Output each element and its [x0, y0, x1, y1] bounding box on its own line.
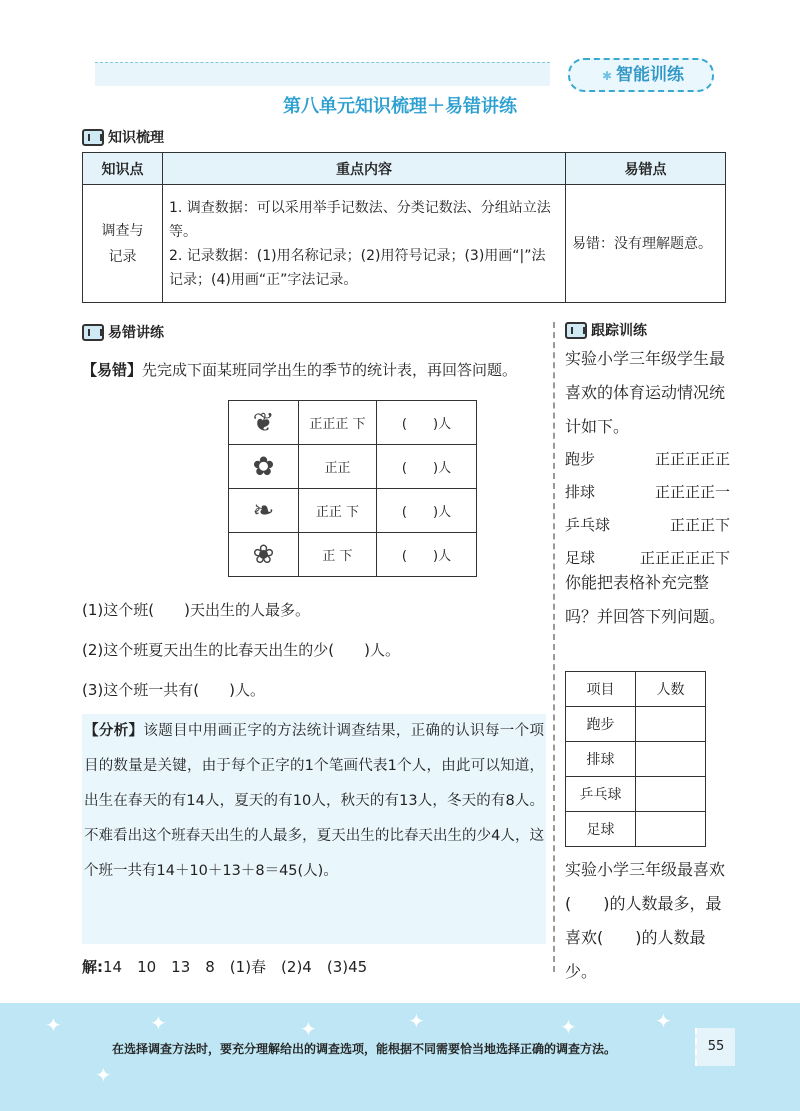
footer-band [0, 1003, 800, 1111]
sport-name: 足球 [565, 549, 596, 567]
star-icon: ✦ [45, 1013, 62, 1037]
star-icon: ✦ [408, 1009, 425, 1033]
analysis-label: 【分析】 [84, 723, 144, 739]
errors-heading-label: 易错讲练 [108, 325, 164, 341]
book-icon [82, 129, 104, 146]
answer-blank[interactable]: ( )人 [377, 533, 477, 577]
tally-cell: 正正 [299, 445, 377, 489]
tally-cell: 正正正 下 [299, 401, 377, 445]
knowledge-table [82, 152, 726, 303]
season-row [229, 533, 477, 577]
question-1: (1)这个班( )天出生的人最多。 [82, 601, 310, 619]
answer-blank[interactable]: ( )人 [377, 401, 477, 445]
sport-tally: 正正正正正 [654, 450, 730, 468]
question-2: (2)这个班夏天出生的比春天出生的少( )人。 [82, 641, 400, 659]
sport-row-label: 跑步 [566, 707, 636, 742]
season-row [229, 489, 477, 533]
column-divider [553, 322, 555, 972]
header-stripe [95, 62, 550, 86]
col-header-content: 重点内容 [163, 153, 566, 185]
error-label: 【易错】 [82, 361, 143, 379]
followup-heading-label: 跟踪训练 [591, 323, 647, 339]
lotus-icon: ✿ [229, 445, 299, 489]
sport-tally: 正正正正正下 [639, 549, 730, 567]
star-icon: ✦ [560, 1015, 577, 1039]
star-icon: ✦ [95, 1063, 112, 1087]
col-header-point: 知识点 [83, 153, 163, 185]
question-3: (3)这个班一共有( )人。 [82, 681, 265, 699]
sport-col-item: 项目 [566, 672, 636, 707]
star-icon: ✦ [655, 1009, 672, 1033]
knowledge-heading-label: 知识梳理 [108, 130, 164, 146]
spring-plant-icon: ❦ [229, 401, 299, 445]
section-tag [568, 58, 714, 92]
followup-prompt: 你能把表格补充完整吗？并回答下列问题。 [565, 573, 726, 626]
error-question-text: 先完成下面某班同学出生的季节的统计表，再回答问题。 [142, 361, 518, 379]
sport-tally: 正正正下 [669, 516, 730, 534]
tally-row [565, 547, 730, 568]
tally-cell: 正 下 [299, 533, 377, 577]
sport-row-label: 乒乓球 [566, 777, 636, 812]
star-icon: ✦ [150, 1011, 167, 1035]
plum-blossom-icon: ❀ [229, 533, 299, 577]
maple-leaf-icon: ❧ [229, 489, 299, 533]
sport-name: 乒乓球 [565, 516, 611, 534]
point-text: 调查与记录 [101, 222, 144, 265]
knowledge-heading [82, 127, 164, 147]
count-blank[interactable] [636, 707, 706, 742]
col-header-mistake: 易错点 [566, 153, 726, 185]
cell-content [163, 185, 566, 303]
camera-icon [565, 322, 587, 339]
followup-heading [565, 320, 647, 340]
sport-col-count: 人数 [636, 672, 706, 707]
content-line-2: 2. 记录数据：(1)用名称记录；(2)用符号记录；(3)用画“|”法记录；(4)用画“正”字法记录。 [169, 247, 546, 288]
cell-point [83, 185, 163, 303]
season-table [228, 400, 477, 577]
analysis-paragraph [82, 714, 546, 889]
followup-intro: 实验小学三年级学生最喜欢的体育运动情况统计如下。 [565, 349, 726, 436]
tally-row [565, 481, 730, 502]
tally-row [565, 514, 730, 535]
table-row [566, 777, 706, 812]
followup-closing: 实验小学三年级最喜欢( )的人数最多，最喜欢( )的人数最少。 [565, 860, 726, 981]
count-blank[interactable] [636, 777, 706, 812]
sport-table [565, 671, 706, 847]
count-blank[interactable] [636, 812, 706, 847]
analysis-text: 该题目中用画正字的方法统计调查结果，正确的认识每一个项目的数量是关键，由于每个正字的1个笔画代表1个人，由此可以知道，出生在春天的有14人，夏天的有10人，秋天的有13人，冬天的有8人。不难看出这个班春天出生的人最多，夏天出生的比春天出生的少4人，这个班一共有14＋10＋13＋8＝45(人)。 [84, 723, 545, 879]
answer-text: 14 10 13 8 (1)春 (2)4 (3)45 [103, 958, 368, 976]
sport-name: 跑步 [565, 450, 596, 468]
season-row [229, 401, 477, 445]
table-row [566, 812, 706, 847]
cell-mistake: 易错：没有理解题意。 [566, 185, 726, 303]
answer-blank[interactable]: ( )人 [377, 489, 477, 533]
page-title: 第八单元知识梳理＋易错讲练 [283, 96, 517, 117]
analysis-box [82, 714, 546, 944]
count-blank[interactable] [636, 742, 706, 777]
answer-label: 解: [82, 958, 103, 976]
star-icon: ✱ [601, 69, 613, 83]
content-line-1: 1. 调查数据：可以采用举手记数法、分类记数法、分组站立法等。 [169, 199, 551, 240]
tally-row [565, 448, 730, 469]
answer-blank[interactable]: ( )人 [377, 445, 477, 489]
star-icon: ✦ [300, 1017, 317, 1041]
errors-heading [82, 322, 164, 342]
table-row [566, 707, 706, 742]
tally-cell: 正正 下 [299, 489, 377, 533]
sport-row-label: 排球 [566, 742, 636, 777]
sport-row-label: 足球 [566, 812, 636, 847]
page-number: 55 [695, 1028, 735, 1066]
sport-tally: 正正正正一 [654, 483, 730, 501]
answer-line [82, 957, 367, 977]
section-tag-label: 智能训练 [616, 65, 685, 85]
season-row [229, 445, 477, 489]
table-row [566, 742, 706, 777]
footer-tip: 在选择调查方法时，要充分理解给出的调查选项，能根据不同需要恰当地选择正确的调查方法。 [112, 1042, 617, 1056]
notebook-icon [82, 324, 104, 341]
sport-name: 排球 [565, 483, 596, 501]
error-question [82, 360, 547, 380]
